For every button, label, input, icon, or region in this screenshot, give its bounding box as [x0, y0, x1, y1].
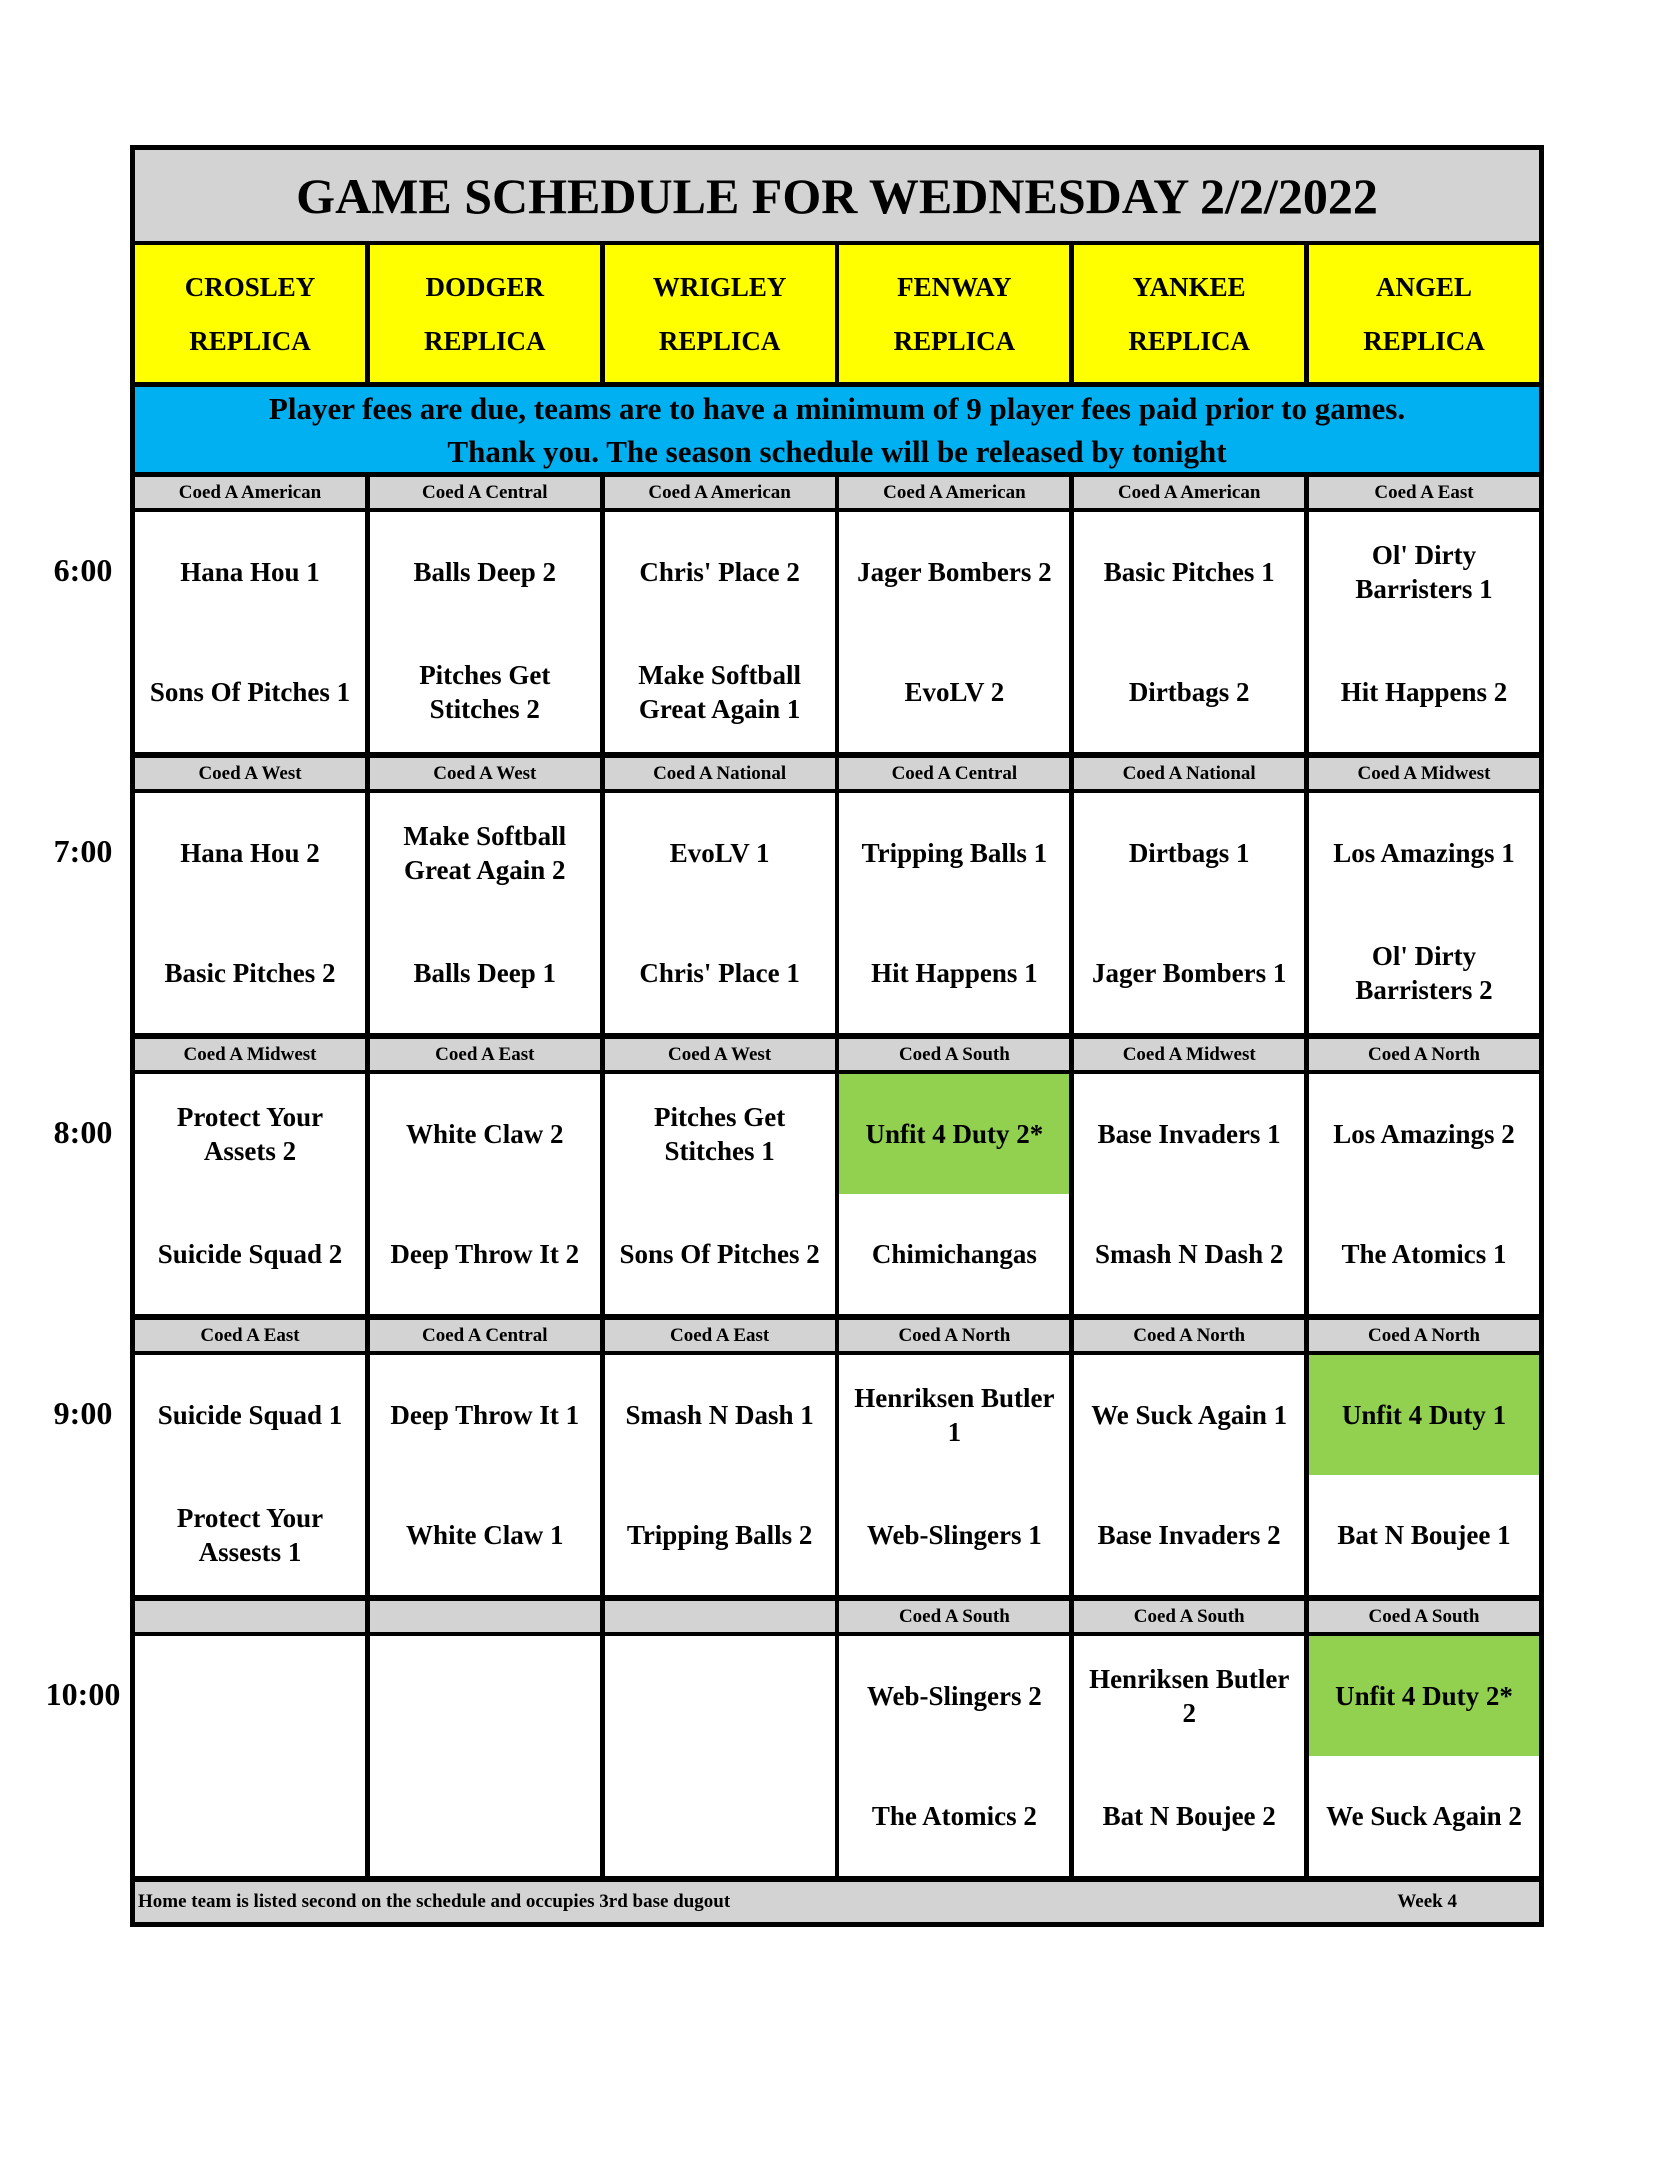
division-label: Coed A American	[605, 477, 835, 508]
division-label: Coed A Midwest	[1309, 758, 1539, 789]
home-team: The Atomics 1	[1341, 1239, 1507, 1269]
away-team: Henriksen Butler 2	[1089, 1664, 1290, 1728]
division-row	[135, 1601, 1539, 1632]
division-label	[605, 1601, 835, 1632]
game-row	[135, 1636, 1539, 1876]
field-type: REPLICA	[189, 325, 311, 356]
division-label: Coed A North	[1309, 1039, 1539, 1070]
time-label: 9:00	[53, 1395, 113, 1431]
field-type: REPLICA	[658, 325, 781, 356]
game-cell	[1074, 1355, 1304, 1595]
game-cell	[839, 1074, 1069, 1314]
division-label	[370, 1601, 600, 1632]
field-name: YANKEE	[1132, 271, 1246, 302]
home-team: Make Softball Great Again 1	[638, 660, 801, 724]
away-team: Jager Bombers 2	[857, 557, 1052, 587]
home-team: Web-Slingers 1	[867, 1520, 1042, 1550]
away-team: Los Amazings 2	[1333, 1119, 1515, 1149]
division-label: Coed A American	[839, 477, 1069, 508]
home-team: Jager Bombers 1	[1091, 958, 1287, 988]
away-team: Los Amazings 1	[1333, 838, 1515, 868]
away-team: Make Softball Great Again 2	[403, 821, 567, 885]
field-type: REPLICA	[893, 325, 1016, 356]
home-team: We Suck Again 2	[1326, 1801, 1522, 1831]
division-label: Coed A East	[605, 1320, 835, 1351]
home-team: Sons Of Pitches 2	[619, 1239, 820, 1269]
page-title: GAME SCHEDULE FOR WEDNESDAY 2/2/2022	[135, 150, 1539, 241]
home-team: Suicide Squad 2	[157, 1239, 343, 1269]
division-label: Coed A National	[605, 758, 835, 789]
division-label: Coed A Central	[370, 1320, 600, 1351]
field-header-yankee	[1074, 245, 1304, 382]
division-label: Coed A Midwest	[135, 1039, 365, 1070]
away-team: Hana Hou 1	[180, 557, 320, 587]
home-team: Balls Deep 1	[413, 958, 557, 988]
game-cell	[605, 1636, 835, 1876]
away-team: Deep Throw It 1	[390, 1400, 580, 1430]
notice-line: Player fees are due, teams are to have a minimum of 9 player fees paid prior to games.	[268, 390, 1406, 426]
division-label: Coed A East	[370, 1039, 600, 1070]
division-label: Coed A West	[370, 758, 600, 789]
game-cell	[135, 512, 365, 752]
home-team: Tripping Balls 2	[626, 1520, 813, 1550]
home-team: Bat N Boujee 1	[1337, 1520, 1511, 1550]
field-name: CROSLEY	[184, 271, 316, 302]
week-label: Week 4	[1397, 1891, 1457, 1912]
away-team: Ol' Dirty Barristers 1	[1355, 540, 1493, 604]
field-type: REPLICA	[1363, 325, 1485, 356]
game-cell	[370, 793, 600, 1033]
division-label: Coed A North	[1309, 1320, 1539, 1351]
footer-bar	[135, 1882, 1539, 1922]
away-team	[605, 1636, 835, 1756]
game-cell	[135, 1074, 365, 1314]
game-cell	[1074, 1636, 1304, 1876]
home-team: Chimichangas	[871, 1239, 1037, 1269]
home-team: Chris' Place 1	[639, 958, 800, 988]
field-type: REPLICA	[424, 325, 546, 356]
game-cell	[1074, 793, 1304, 1033]
time-label: 10:00	[45, 1676, 121, 1712]
division-row	[135, 1320, 1539, 1351]
division-label: Coed A American	[1074, 477, 1304, 508]
division-label: Coed A South	[1309, 1601, 1539, 1632]
home-team: Basic Pitches 2	[164, 958, 336, 988]
game-cell	[605, 512, 835, 752]
game-cell	[605, 1074, 835, 1314]
game-cell	[1074, 1074, 1304, 1314]
time-label: 6:00	[53, 552, 113, 588]
home-team	[135, 1756, 365, 1876]
game-cell	[135, 1355, 365, 1595]
game-cell	[605, 793, 835, 1033]
time-label: 7:00	[53, 833, 113, 869]
field-type: REPLICA	[1128, 325, 1250, 356]
away-team: EvoLV 1	[669, 838, 770, 868]
game-cell	[1309, 793, 1539, 1033]
field-header-wrigley	[605, 245, 835, 382]
away-team: Suicide Squad 1	[157, 1400, 343, 1430]
away-team	[135, 1636, 365, 1756]
division-row	[135, 477, 1539, 508]
game-cell	[1309, 1074, 1539, 1314]
game-row	[135, 512, 1539, 752]
home-team: Hit Happens 2	[1340, 677, 1508, 707]
away-team: Protect Your Assets 2	[176, 1102, 324, 1166]
field-header-fenway	[839, 245, 1069, 382]
home-team: Dirtbags 2	[1128, 677, 1250, 707]
field-name: ANGEL	[1375, 271, 1472, 302]
away-team: Balls Deep 2	[413, 557, 557, 587]
away-team: Chris' Place 2	[639, 557, 800, 587]
home-team: Hit Happens 1	[871, 958, 1038, 988]
field-header-dodger	[370, 245, 600, 382]
division-label: Coed A South	[839, 1601, 1069, 1632]
division-label: Coed A Midwest	[1074, 1039, 1304, 1070]
game-row	[135, 1355, 1539, 1595]
game-cell	[1074, 512, 1304, 752]
game-cell	[370, 512, 600, 752]
division-label: Coed A East	[135, 1320, 365, 1351]
schedule-sheet	[130, 145, 1544, 1927]
home-team	[605, 1756, 835, 1876]
away-team	[370, 1636, 600, 1756]
field-header-angel	[1309, 245, 1539, 382]
home-team: Base Invaders 2	[1097, 1520, 1281, 1550]
home-team: Ol' Dirty Barristers 2	[1355, 941, 1493, 1005]
division-label: Coed A American	[135, 477, 365, 508]
notice-banner	[135, 387, 1539, 472]
away-team: Smash N Dash 1	[625, 1400, 814, 1430]
division-row	[135, 758, 1539, 789]
division-label: Coed A Central	[370, 477, 600, 508]
field-name: FENWAY	[897, 271, 1012, 302]
away-team: Basic Pitches 1	[1103, 557, 1275, 587]
division-label: Coed A South	[839, 1039, 1069, 1070]
away-team: Tripping Balls 1	[861, 838, 1048, 868]
away-team: Unfit 4 Duty 2*	[1309, 1636, 1539, 1756]
game-cell	[1309, 1355, 1539, 1595]
game-cell	[370, 1636, 600, 1876]
game-cell	[135, 1636, 365, 1876]
home-team: EvoLV 2	[904, 677, 1005, 707]
game-cell	[839, 1355, 1069, 1595]
away-team: Web-Slingers 2	[867, 1681, 1042, 1711]
division-label	[135, 1601, 365, 1632]
field-name: DODGER	[425, 271, 545, 302]
away-team: Pitches Get Stitches 1	[653, 1102, 786, 1166]
division-label: Coed A North	[1074, 1320, 1304, 1351]
division-label: Coed A West	[605, 1039, 835, 1070]
away-team: We Suck Again 1	[1091, 1400, 1288, 1430]
away-team: Unfit 4 Duty 1	[1309, 1355, 1539, 1475]
division-label: Coed A South	[1074, 1601, 1304, 1632]
home-team: Bat N Boujee 2	[1102, 1801, 1276, 1831]
game-row	[135, 793, 1539, 1033]
home-team: Pitches Get Stitches 2	[419, 660, 551, 724]
field-name: WRIGLEY	[652, 271, 787, 302]
away-team: Hana Hou 2	[180, 838, 320, 868]
home-team: Sons Of Pitches 1	[149, 677, 351, 707]
game-cell	[370, 1074, 600, 1314]
division-label: Coed A Central	[839, 758, 1069, 789]
home-team: Deep Throw It 2	[390, 1239, 580, 1269]
division-label: Coed A National	[1074, 758, 1304, 789]
game-cell	[1309, 512, 1539, 752]
game-cell	[1309, 1636, 1539, 1876]
game-cell	[605, 1355, 835, 1595]
game-cell	[370, 1355, 600, 1595]
notice-line: Thank you. The season schedule will be released by tonight	[447, 433, 1227, 469]
home-team: Protect Your Assests 1	[176, 1503, 324, 1567]
away-team: Henriksen Butler 1	[854, 1383, 1055, 1447]
footer-note: Home team is listed second on the schedule and occupies 3rd base dugout	[138, 1891, 731, 1912]
home-team: White Claw 1	[406, 1520, 564, 1550]
away-team: Unfit 4 Duty 2*	[839, 1074, 1069, 1194]
away-team: Dirtbags 1	[1128, 838, 1250, 868]
game-cell	[839, 793, 1069, 1033]
home-team	[370, 1756, 600, 1876]
division-label: Coed A West	[135, 758, 365, 789]
home-team: Smash N Dash 2	[1095, 1239, 1284, 1269]
field-header-row	[135, 245, 1539, 382]
division-label: Coed A East	[1309, 477, 1539, 508]
time-label: 8:00	[53, 1114, 113, 1150]
division-row	[135, 1039, 1539, 1070]
game-row	[135, 1074, 1539, 1314]
game-cell	[839, 512, 1069, 752]
game-cell	[135, 793, 365, 1033]
away-team: White Claw 2	[406, 1119, 564, 1149]
away-team: Base Invaders 1	[1097, 1119, 1281, 1149]
field-header-crosley	[135, 245, 365, 382]
game-cell	[839, 1636, 1069, 1876]
division-label: Coed A North	[839, 1320, 1069, 1351]
home-team: The Atomics 2	[871, 1801, 1037, 1831]
